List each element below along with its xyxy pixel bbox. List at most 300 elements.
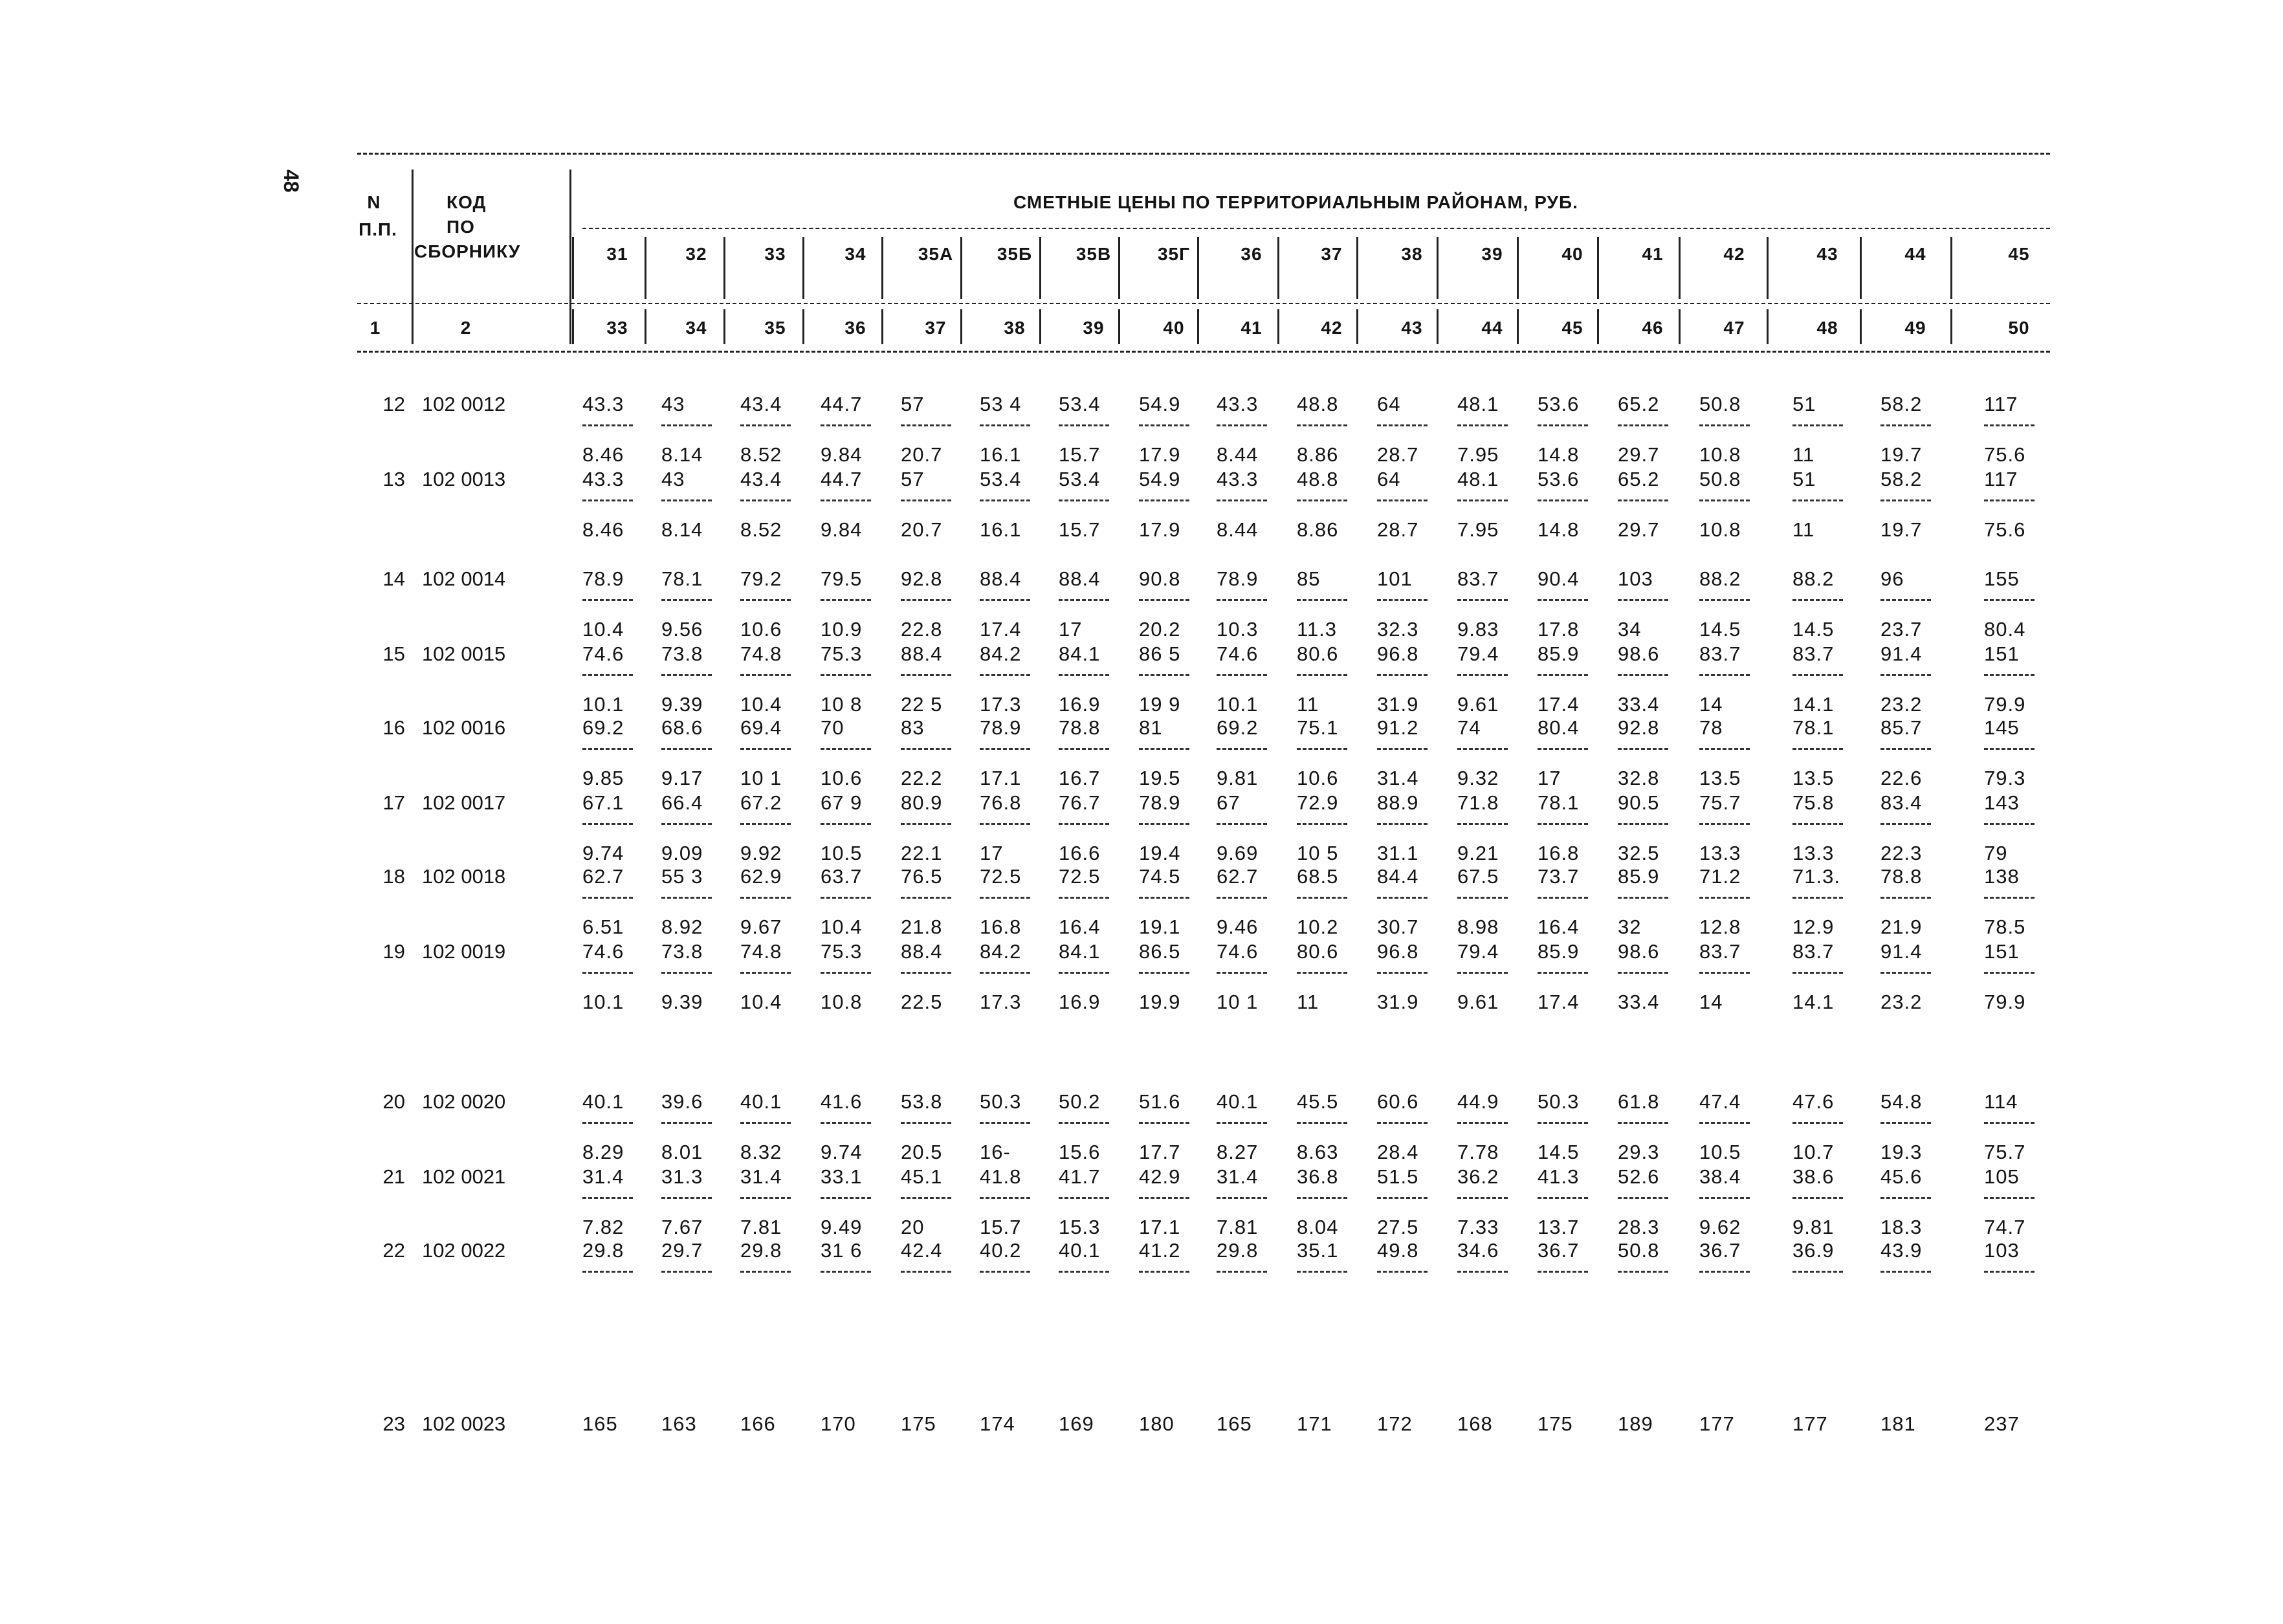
fraction-line	[1297, 823, 1347, 825]
price-cell-top: 64	[1377, 393, 1401, 415]
price-cell-top: 53.6	[1538, 468, 1580, 490]
fraction-line	[582, 499, 633, 501]
row-number: 23	[382, 1412, 405, 1435]
fraction-line	[1217, 599, 1267, 601]
price-cell-top: 41.3	[1538, 1165, 1580, 1188]
fraction-line	[1984, 1122, 2035, 1124]
fraction-line	[1297, 897, 1347, 899]
price-cell-bottom: 17.8	[1538, 618, 1580, 641]
price-cell-bottom: 22 5	[901, 693, 943, 716]
price-cell-bottom: 34	[1618, 618, 1642, 641]
price-cell-bottom: 15.3	[1059, 1216, 1101, 1238]
price-cell-top: 85	[1297, 567, 1321, 590]
column-number-1: 34	[685, 318, 707, 338]
fraction-line	[1217, 424, 1267, 426]
fraction-line	[1984, 1197, 2035, 1199]
price-cell-bottom: 11	[1297, 693, 1319, 716]
fraction-line	[1792, 424, 1843, 426]
price-cell-bottom: 27.5	[1377, 1216, 1419, 1238]
price-cell-bottom: 28.4	[1377, 1141, 1419, 1163]
fraction-line	[1217, 972, 1267, 974]
price-cell-top: 43	[661, 468, 685, 490]
price-cell-bottom: 16.4	[1538, 916, 1580, 938]
fraction-line	[1538, 972, 1588, 974]
price-cell-top: 79.2	[740, 567, 782, 590]
price-cell-bottom: 7.67	[661, 1216, 703, 1238]
price-cell-top: 40.1	[1059, 1239, 1101, 1262]
district-header-11: 39	[1481, 244, 1503, 264]
price-cell-top: 74.6	[1217, 642, 1259, 665]
price-cell-top: 103	[1984, 1239, 2020, 1262]
row-code: 102 0023	[422, 1412, 506, 1435]
price-cell-top: 169	[1059, 1412, 1094, 1435]
price-cell-bottom: 9.69	[1217, 842, 1259, 864]
price-cell-top: 85.9	[1618, 865, 1660, 888]
price-cell-top: 84.4	[1377, 865, 1419, 888]
price-cell-top: 83.4	[1880, 791, 1923, 814]
price-cell-top: 78.9	[582, 567, 624, 590]
fraction-line	[582, 1122, 633, 1124]
price-cell-bottom: 13.7	[1538, 1216, 1580, 1238]
price-cell-bottom: 9.39	[661, 991, 703, 1013]
column-number-2: 35	[764, 318, 786, 338]
number-separator	[1517, 309, 1519, 344]
fraction-line	[1217, 674, 1267, 676]
price-cell-bottom: 8.14	[661, 443, 703, 466]
price-cell-top: 48.1	[1457, 393, 1499, 415]
price-cell-top: 68.6	[661, 716, 703, 739]
district-header-0: 31	[606, 244, 628, 264]
price-cell-bottom: 9.17	[661, 767, 703, 789]
price-cell-bottom: 13.5	[1792, 767, 1835, 789]
price-cell-top: 53.8	[901, 1090, 943, 1113]
price-cell-top: 29.7	[661, 1239, 703, 1262]
row-number: 22	[382, 1239, 405, 1262]
row-code: 102 0013	[422, 468, 506, 490]
fraction-line	[1792, 599, 1843, 601]
fraction-line	[1538, 674, 1588, 676]
fraction-line	[901, 823, 951, 825]
price-cell-top: 75.8	[1792, 791, 1835, 814]
price-cell-bottom: 22.1	[901, 842, 943, 864]
price-cell-top: 53.6	[1538, 393, 1580, 415]
district-separator	[1437, 237, 1439, 299]
price-cell-bottom: 9.49	[821, 1216, 863, 1238]
price-cell-top: 172	[1377, 1412, 1413, 1435]
price-cell-bottom: 16.9	[1059, 693, 1101, 716]
fraction-line	[1880, 1122, 1931, 1124]
price-cell-top: 78.1	[661, 567, 703, 590]
fraction-line	[901, 972, 951, 974]
price-cell-top: 91.2	[1377, 716, 1419, 739]
price-cell-top: 57	[901, 468, 925, 490]
column-number-4: 37	[925, 318, 947, 338]
price-cell-bottom: 19.1	[1139, 916, 1181, 938]
fraction-line	[1699, 424, 1750, 426]
price-cell-bottom: 10.2	[1297, 916, 1339, 938]
column-number-7: 40	[1163, 318, 1185, 338]
price-cell-bottom: 16.4	[1059, 916, 1101, 938]
price-cell-bottom: 10.6	[1297, 767, 1339, 789]
row-code: 102 0022	[422, 1239, 506, 1262]
fraction-line	[661, 972, 712, 974]
fraction-line	[1297, 972, 1347, 974]
number-separator	[881, 309, 883, 344]
fraction-line	[1139, 972, 1189, 974]
price-cell-top: 84.1	[1059, 940, 1101, 963]
price-cell-bottom: 23.2	[1880, 991, 1923, 1013]
number-separator	[1437, 309, 1439, 344]
header-sep-n	[412, 170, 414, 344]
price-cell-bottom: 17	[1059, 618, 1083, 641]
fraction-line	[740, 424, 791, 426]
price-cell-bottom: 9.92	[740, 842, 782, 864]
price-cell-bottom: 23.7	[1880, 618, 1923, 641]
row-code: 102 0021	[422, 1165, 506, 1188]
fraction-line	[1538, 748, 1588, 750]
fraction-line	[1618, 748, 1668, 750]
number-separator	[1356, 309, 1358, 344]
price-cell-bottom: 10.7	[1792, 1141, 1835, 1163]
price-cell-top: 78.8	[1059, 716, 1101, 739]
row-number: 19	[382, 940, 405, 963]
price-cell-bottom: 13.3	[1792, 842, 1835, 864]
price-cell-top: 62.9	[740, 865, 782, 888]
price-cell-top: 73.8	[661, 940, 703, 963]
price-cell-bottom: 17.4	[980, 618, 1022, 641]
price-cell-top: 151	[1984, 642, 2020, 665]
price-cell-bottom: 11.3	[1297, 618, 1338, 641]
row-code: 102 0020	[422, 1090, 506, 1113]
district-separator	[1118, 237, 1120, 299]
price-cell-top: 50.2	[1059, 1090, 1101, 1113]
price-cell-bottom: 20.5	[901, 1141, 943, 1163]
price-cell-top: 96.8	[1377, 940, 1419, 963]
price-cell-bottom: 80.4	[1984, 618, 2026, 641]
price-cell-bottom: 33.4	[1618, 991, 1660, 1013]
number-separator	[1197, 309, 1199, 344]
fraction-line	[1880, 424, 1931, 426]
price-cell-top: 79.4	[1457, 642, 1499, 665]
fraction-line	[1618, 823, 1668, 825]
fraction-line	[1792, 1197, 1843, 1199]
fraction-line	[1792, 1122, 1843, 1124]
fraction-line	[1377, 823, 1428, 825]
price-cell-top: 90.5	[1618, 791, 1660, 814]
fraction-line	[821, 424, 871, 426]
price-cell-top: 67 9	[821, 791, 863, 814]
district-separator	[1197, 237, 1199, 299]
fraction-line	[582, 972, 633, 974]
fraction-line	[1984, 674, 2035, 676]
fraction-line	[1618, 674, 1668, 676]
district-header-8: 36	[1241, 244, 1263, 264]
fraction-line	[1059, 823, 1109, 825]
fraction-line	[1618, 1122, 1668, 1124]
price-cell-top: 83	[901, 716, 925, 739]
fraction-line	[1139, 1197, 1189, 1199]
price-cell-top: 36.8	[1297, 1165, 1339, 1188]
district-header-6: 35В	[1075, 244, 1112, 264]
header-rule-top	[357, 153, 2050, 155]
fraction-line	[1217, 499, 1267, 501]
fraction-line	[661, 897, 712, 899]
fraction-line	[1297, 748, 1347, 750]
column-number-13: 46	[1642, 318, 1664, 338]
price-cell-bottom: 10.8	[821, 991, 863, 1013]
row-number: 18	[382, 865, 405, 888]
number-separator	[1860, 309, 1862, 344]
price-cell-bottom: 16.8	[1538, 842, 1580, 864]
price-cell-bottom: 9.84	[821, 443, 863, 466]
fraction-line	[1618, 1271, 1668, 1273]
price-cell-bottom: 9.81	[1792, 1216, 1835, 1238]
price-cell-bottom: 17.1	[980, 767, 1022, 789]
fraction-line	[740, 499, 791, 501]
column-number-10: 43	[1401, 318, 1423, 338]
price-cell-bottom: 10.5	[821, 842, 863, 864]
price-cell-bottom: 79	[1984, 842, 2008, 864]
price-cell-top: 83.7	[1699, 642, 1741, 665]
district-separator	[1597, 237, 1599, 299]
price-cell-top: 43.9	[1880, 1239, 1923, 1262]
price-cell-bottom: 11	[1297, 991, 1319, 1013]
price-cell-bottom: 9.32	[1457, 767, 1499, 789]
price-cell-bottom: 23.2	[1880, 693, 1923, 716]
district-header-16: 44	[1904, 244, 1926, 264]
fraction-line	[1059, 972, 1109, 974]
price-cell-bottom: 8.86	[1297, 443, 1339, 466]
price-cell-top: 78.9	[980, 716, 1022, 739]
district-header-4: 35А	[918, 244, 954, 264]
price-cell-bottom: 17.4	[1538, 991, 1580, 1013]
price-cell-bottom: 8.01	[661, 1141, 703, 1163]
header-rule-districts	[582, 228, 2050, 229]
price-cell-bottom: 22.2	[901, 767, 943, 789]
price-cell-bottom: 74.7	[1984, 1216, 2026, 1238]
fraction-line	[1538, 1271, 1588, 1273]
price-cell-bottom: 16.9	[1059, 991, 1101, 1013]
price-cell-top: 72.9	[1297, 791, 1339, 814]
price-cell-bottom: 33.4	[1618, 693, 1660, 716]
fraction-line	[1699, 1271, 1750, 1273]
price-cell-bottom: 9.74	[582, 842, 624, 864]
price-cell-top: 103	[1618, 567, 1653, 590]
district-separator	[802, 237, 804, 299]
fraction-line	[740, 897, 791, 899]
price-cell-top: 39.6	[661, 1090, 703, 1113]
price-cell-top: 69.2	[582, 716, 624, 739]
price-cell-bottom: 7.33	[1457, 1216, 1499, 1238]
fraction-line	[1217, 1197, 1267, 1199]
fraction-line	[1217, 897, 1267, 899]
price-cell-top: 117	[1984, 468, 2018, 490]
price-cell-top: 41.7	[1059, 1165, 1101, 1188]
price-cell-bottom: 29.3	[1618, 1141, 1660, 1163]
price-cell-top: 64	[1377, 468, 1401, 490]
fraction-line	[1217, 748, 1267, 750]
fraction-line	[661, 823, 712, 825]
price-cell-bottom: 10.8	[1699, 518, 1741, 541]
fraction-line	[1880, 599, 1931, 601]
price-cell-top: 31 6	[821, 1239, 863, 1262]
fraction-line	[740, 748, 791, 750]
district-separator	[1679, 237, 1681, 299]
price-cell-bottom: 15.7	[980, 1216, 1022, 1238]
fraction-line	[661, 748, 712, 750]
price-cell-bottom: 7.78	[1457, 1141, 1499, 1163]
fraction-line	[1297, 1197, 1347, 1199]
price-cell-bottom: 15.7	[1059, 518, 1101, 541]
district-separator	[723, 237, 725, 299]
price-cell-top: 88.4	[1059, 567, 1101, 590]
price-cell-top: 41.2	[1139, 1239, 1181, 1262]
price-cell-bottom: 31.9	[1377, 693, 1419, 716]
column-number-3: 36	[844, 318, 866, 338]
price-cell-bottom: 12.8	[1699, 916, 1741, 938]
fraction-line	[980, 748, 1030, 750]
price-cell-bottom: 78.5	[1984, 916, 2026, 938]
price-cell-top: 40.2	[980, 1239, 1022, 1262]
price-cell-bottom: 79.9	[1984, 991, 2026, 1013]
price-cell-bottom: 8.46	[582, 518, 624, 541]
price-cell-top: 42.4	[901, 1239, 943, 1262]
price-cell-top: 88.2	[1792, 567, 1835, 590]
price-cell-bottom: 19.5	[1139, 767, 1181, 789]
price-cell-top: 60.6	[1377, 1090, 1419, 1113]
fraction-line	[980, 1197, 1030, 1199]
price-cell-top: 54.9	[1139, 468, 1181, 490]
price-cell-bottom: 17	[1538, 767, 1561, 789]
price-cell-top: 66.4	[661, 791, 703, 814]
fraction-line	[661, 599, 712, 601]
price-cell-top: 79.5	[821, 567, 863, 590]
fraction-line	[1377, 424, 1428, 426]
price-cell-bottom: 9.61	[1457, 991, 1499, 1013]
price-cell-top: 44.7	[821, 393, 863, 415]
price-cell-bottom: 17.7	[1139, 1141, 1181, 1163]
fraction-line	[821, 972, 871, 974]
fraction-line	[1217, 823, 1267, 825]
price-cell-bottom: 8.04	[1297, 1216, 1339, 1238]
price-cell-top: 155	[1984, 567, 2020, 590]
price-cell-top: 73.7	[1538, 865, 1580, 888]
district-separator	[1277, 237, 1279, 299]
fraction-line	[661, 674, 712, 676]
price-cell-top: 67.1	[582, 791, 624, 814]
fraction-line	[661, 499, 712, 501]
price-cell-bottom: 6.51	[582, 916, 624, 938]
price-cell-top: 41.8	[980, 1165, 1022, 1188]
row-number: 14	[382, 567, 405, 590]
price-cell-bottom: 9.81	[1217, 767, 1259, 789]
price-cell-bottom: 19 9	[1139, 693, 1181, 716]
column-number-17: 50	[2008, 318, 2030, 338]
price-cell-top: 65.2	[1618, 393, 1660, 415]
fraction-line	[1538, 599, 1588, 601]
price-cell-bottom: 21.8	[901, 916, 943, 938]
fraction-line	[1984, 499, 2035, 501]
fraction-line	[901, 897, 951, 899]
price-cell-top: 143	[1984, 791, 2020, 814]
fraction-line	[1880, 972, 1931, 974]
price-cell-top: 67.5	[1457, 865, 1499, 888]
price-cell-top: 96	[1880, 567, 1904, 590]
fraction-line	[901, 599, 951, 601]
price-cell-top: 58.2	[1880, 468, 1923, 490]
fraction-line	[1457, 499, 1508, 501]
price-cell-bottom: 9.84	[821, 518, 863, 541]
price-cell-top: 72.5	[980, 865, 1022, 888]
price-cell-bottom: 10.1	[1217, 693, 1259, 716]
district-header-13: 41	[1642, 244, 1664, 264]
fraction-line	[1139, 1271, 1189, 1273]
fraction-line	[1457, 1197, 1508, 1199]
price-cell-bottom: 31.1	[1377, 842, 1419, 864]
price-cell-bottom: 10.1	[582, 693, 624, 716]
row-code: 102 0014	[422, 567, 506, 590]
price-cell-bottom: 22.8	[901, 618, 943, 641]
price-cell-top: 38.4	[1699, 1165, 1741, 1188]
number-separator	[1950, 309, 1952, 344]
fraction-line	[821, 897, 871, 899]
price-cell-top: 76.7	[1059, 791, 1101, 814]
price-cell-top: 44.7	[821, 468, 863, 490]
price-cell-bottom: 28.7	[1377, 443, 1419, 466]
district-separator	[1950, 237, 1952, 299]
price-cell-top: 36.2	[1457, 1165, 1499, 1188]
number-separator	[1597, 309, 1599, 344]
price-cell-bottom: 9.83	[1457, 618, 1499, 641]
price-cell-bottom: 20	[901, 1216, 925, 1238]
district-separator	[645, 237, 646, 299]
price-cell-bottom: 29.7	[1618, 518, 1660, 541]
row-number: 20	[382, 1090, 405, 1113]
fraction-line	[980, 674, 1030, 676]
price-cell-bottom: 10 5	[1297, 842, 1339, 864]
column-number-16: 49	[1904, 318, 1926, 338]
fraction-line	[1297, 1122, 1347, 1124]
price-cell-top: 57	[901, 393, 925, 415]
price-cell-top: 69.2	[1217, 716, 1259, 739]
price-cell-bottom: 8.27	[1217, 1141, 1259, 1163]
price-cell-top: 43.3	[582, 468, 624, 490]
fraction-line	[1377, 897, 1428, 899]
price-cell-bottom: 10.4	[821, 916, 863, 938]
page-number: 48	[280, 170, 303, 193]
price-cell-top: 189	[1618, 1412, 1653, 1435]
price-cell-bottom: 15.7	[1059, 443, 1101, 466]
row-code: 102 0016	[422, 716, 506, 739]
district-separator	[1039, 237, 1041, 299]
fraction-line	[1059, 599, 1109, 601]
price-cell-bottom: 8.63	[1297, 1141, 1339, 1163]
fraction-line	[661, 424, 712, 426]
price-cell-bottom: 17.9	[1139, 518, 1181, 541]
price-cell-top: 92.8	[901, 567, 943, 590]
district-header-9: 37	[1321, 244, 1343, 264]
price-cell-top: 75.3	[821, 642, 863, 665]
price-cell-top: 43.4	[740, 393, 782, 415]
price-cell-bottom: 20.2	[1139, 618, 1181, 641]
price-cell-bottom: 13.3	[1699, 842, 1741, 864]
price-cell-top: 170	[821, 1412, 856, 1435]
price-cell-top: 51.5	[1377, 1165, 1419, 1188]
price-cell-top: 50.3	[980, 1090, 1022, 1113]
district-header-10: 38	[1401, 244, 1423, 264]
header-col-code3: СБОРНИКУ	[414, 241, 521, 261]
price-cell-top: 73.8	[661, 642, 703, 665]
